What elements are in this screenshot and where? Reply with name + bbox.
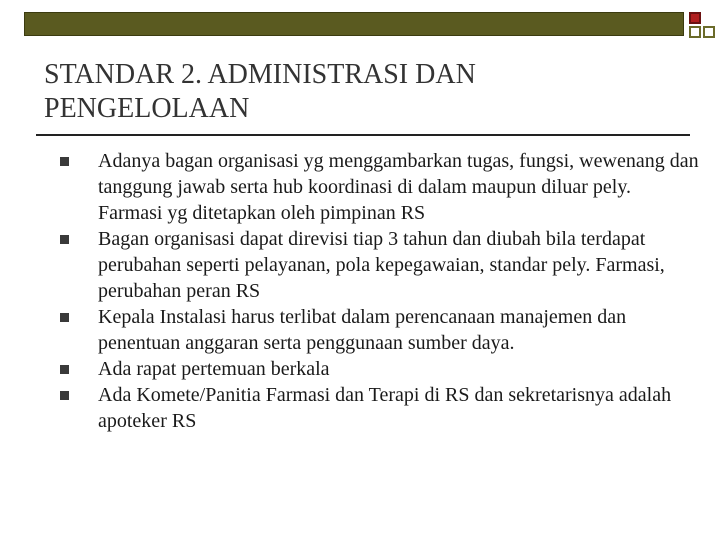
- bullet-marker-icon: [60, 391, 69, 400]
- corner-square-red: [689, 12, 701, 24]
- bullet-text: Ada Komete/Panitia Farmasi dan Terapi di RS dan sekretarisnya adalah apoteker RS: [98, 384, 672, 432]
- bullet-item: [60, 356, 700, 382]
- header-bar: [24, 12, 684, 36]
- slide-title: STANDAR 2. ADMINISTRASI DAN PENGELOLAAN: [44, 59, 476, 124]
- bullet-item: [60, 382, 700, 434]
- bullet-item: [60, 148, 700, 226]
- bullet-text: Adanya bagan organisasi yg menggambarkan tugas, fungsi, wewenang dan tanggung jawab serta hub koordinasi di dalam maupun diluar pely. Farmasi yg ditetapkan oleh pimpinan RS: [98, 150, 699, 224]
- bullet-text: Bagan organisasi dapat direvisi tiap 3 tahun dan diubah bila terdapat perubahan seperti pelayanan, pola kepegawaian, standar pely. Farmasi, perubahan peran RS: [98, 228, 665, 302]
- corner-square-left: [689, 26, 701, 38]
- corner-square-right: [703, 26, 715, 38]
- bullet-text: Kepala Instalasi harus terlibat dalam perencanaan manajemen dan penentuan anggaran serta penggunaan sumber daya.: [98, 306, 627, 354]
- bullet-list: [60, 148, 700, 434]
- bullet-marker-icon: [60, 235, 69, 244]
- title-divider: [36, 134, 690, 136]
- bullet-item: [60, 226, 700, 304]
- bullet-text: Ada rapat pertemuan berkala: [98, 358, 330, 380]
- bullet-marker-icon: [60, 365, 69, 374]
- bullet-marker-icon: [60, 313, 69, 322]
- bullet-marker-icon: [60, 157, 69, 166]
- bullet-item: [60, 304, 700, 356]
